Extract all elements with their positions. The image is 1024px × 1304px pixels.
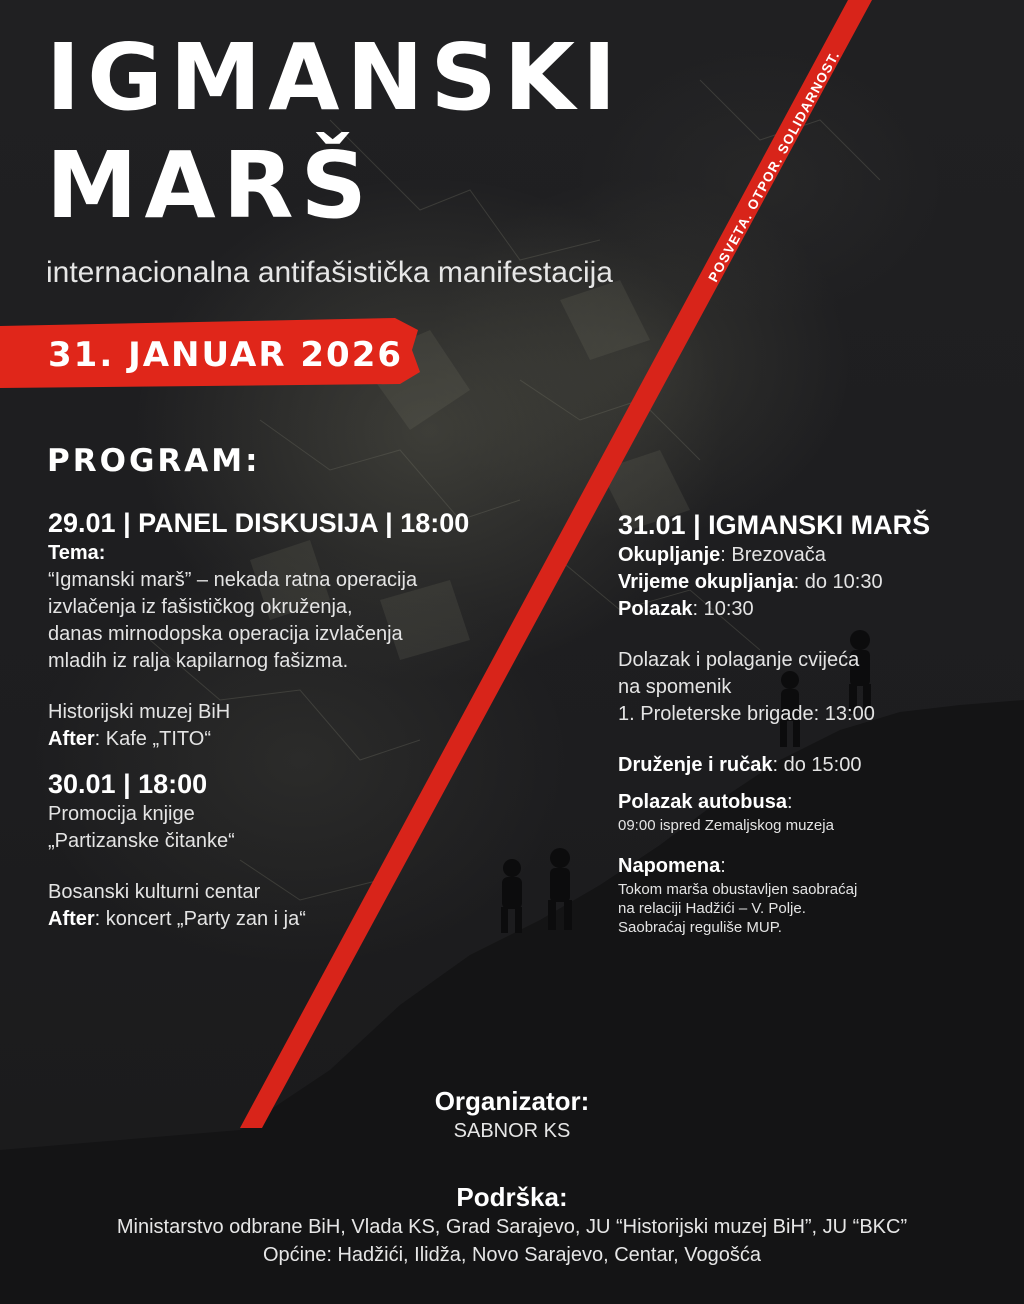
event2-line: Promocija knjige: [48, 803, 195, 825]
event1-tema-label: Tema:: [48, 542, 106, 564]
event2-heading: 30.01 | 18:00: [48, 769, 208, 799]
event1-after: After: Kafe „TITO“: [48, 728, 211, 750]
event1-tema-line: danas mirnodopska operacija izvlačenja: [48, 623, 403, 645]
event3-dolazak-line: na spomenik: [618, 676, 732, 698]
event1-tema-line: “Igmanski marš” – nekada ratna operacija: [48, 569, 418, 591]
slogan-text: POSVETA. OTPOR. SOLIDARNOST.: [705, 48, 843, 285]
event3-dolazak-line: 1. Proleterske brigade: 13:00: [618, 703, 875, 725]
title-line-2: MARŠ: [46, 132, 374, 239]
program-right-column: [618, 508, 998, 937]
event1-heading: 29.01 | PANEL DISKUSIJA | 18:00: [48, 508, 470, 538]
event3-napomena-line: Tokom marša obustavljen saobraćaj: [618, 881, 858, 898]
event1-tema-line: izvlačenja iz fašističkog okruženja,: [48, 596, 353, 618]
podrska-line-1: Ministarstvo odbrane BiH, Vlada KS, Grad Sarajevo, JU “Historijski muzej BiH”, JU “BKC”: [116, 1216, 908, 1238]
event3-autobus-text: 09:00 ispred Zemaljskog muzeja: [618, 817, 834, 834]
podrska-line-2: Općine: Hadžići, Ilidža, Novo Sarajevo, Centar, Vogošća: [262, 1244, 762, 1266]
organizator-name: SABNOR KS: [453, 1120, 571, 1142]
organizator-label: Organizator:: [434, 1086, 590, 1116]
event2-line: „Partizanske čitanke“: [48, 830, 235, 852]
event3-autobus-label: Polazak autobusa:: [618, 791, 793, 813]
event3-dolazak-line: Dolazak i polaganje cvijeća: [618, 649, 860, 671]
event3-okupljanje: Okupljanje: Brezovača: [618, 544, 826, 566]
organizer-block: [0, 1086, 1024, 1145]
hiker-figure: [501, 859, 522, 933]
event3-druzenje: Druženje i ručak: do 15:00: [618, 754, 862, 776]
event3-polazak: Polazak: 10:30: [618, 598, 754, 620]
event1-venue: Historijski muzej BiH: [48, 701, 231, 723]
event2-venue: Bosanski kulturni centar: [48, 881, 261, 903]
support-block: [0, 1182, 1024, 1269]
event3-napomena-label: Napomena:: [618, 855, 726, 877]
podrska-label: Podrška:: [456, 1182, 568, 1212]
program-heading: PROGRAM:: [47, 443, 261, 479]
event3-vrijeme: Vrijeme okupljanja: do 10:30: [618, 571, 883, 593]
event1-tema-line: mladih iz ralja kapilarnog fašizma.: [48, 650, 349, 672]
subtitle: internacionalna antifašistička manifestacija: [46, 256, 613, 289]
event2-after: After: koncert „Party zan i ja“: [48, 908, 306, 930]
title-line-1: IGMANSKI: [46, 24, 624, 131]
program-left-column: [48, 506, 478, 933]
event3-napomena-line: Saobraćaj reguliše MUP.: [618, 919, 782, 936]
event3-heading: 31.01 | IGMANSKI MARŠ: [618, 510, 931, 540]
event3-napomena-line: na relaciji Hadžići – V. Polje.: [618, 900, 806, 917]
event-date: 31. JANUAR 2026: [48, 335, 404, 375]
